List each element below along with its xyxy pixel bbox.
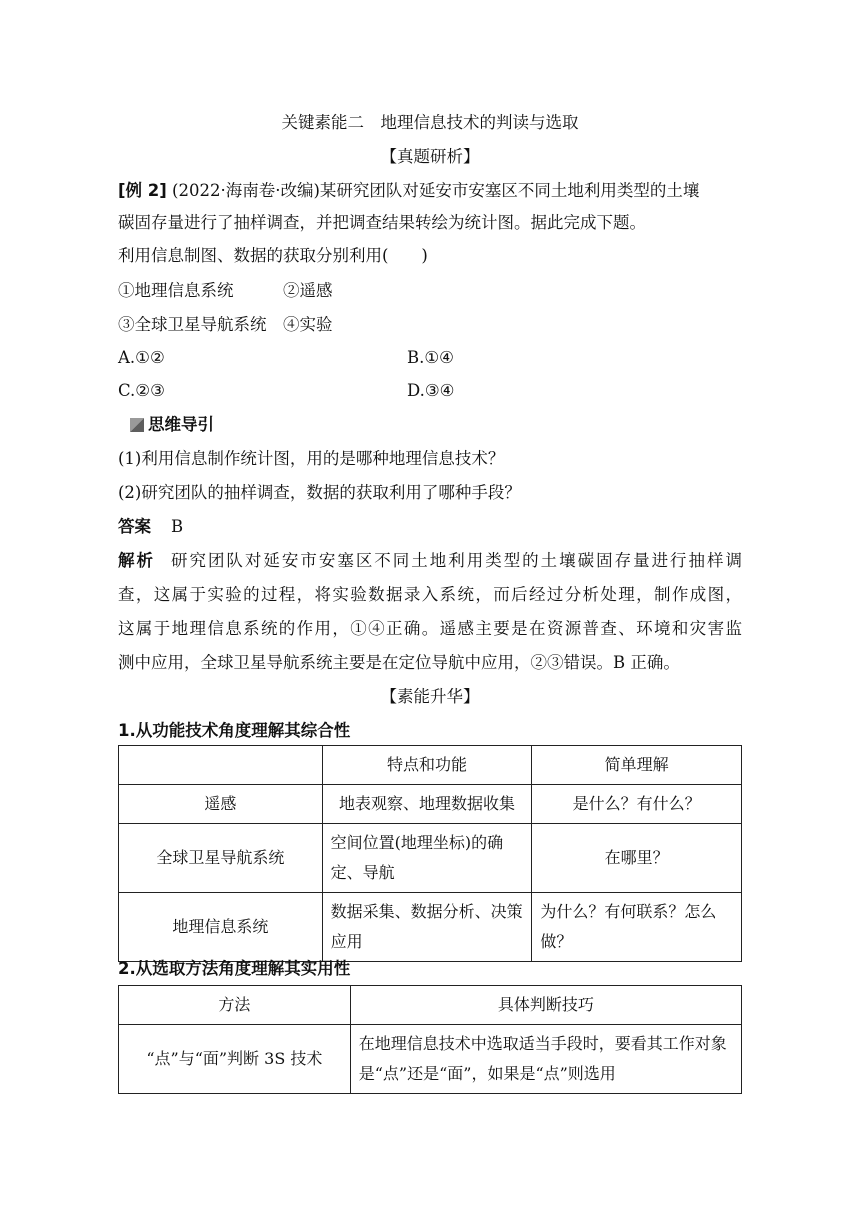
table-header-cell: [119, 746, 323, 785]
table-row: [119, 893, 742, 962]
example-question: 利用信息制图、数据的获取分别利用( ): [118, 246, 428, 265]
section-title: 关键素能二 地理信息技术的判读与选取: [281, 113, 579, 132]
table-cell: 空间位置(地理坐标)的确定、导航: [322, 824, 532, 893]
table-cell: 在地理信息技术中选取适当手段时，要看其工作对象是“点”还是“面”，如果是“点”则选用: [350, 1025, 741, 1094]
table-header-row: [119, 746, 742, 785]
table-header-row: [119, 986, 742, 1025]
analysis-line-1: [118, 550, 742, 572]
choice-c: C.②③: [118, 381, 165, 400]
choice-a: A.①②: [118, 348, 165, 367]
analysis-text-1: 研究团队对延安市安塞区不同土地利用类型的土壤碳固存量进行抽样调: [168, 551, 743, 570]
section-heading-true-question: 【真题研析】: [380, 147, 480, 166]
table-row: [119, 785, 742, 824]
answer-label: 答案: [118, 517, 151, 536]
table-cell: 遥感: [119, 785, 323, 824]
guide-question-2: (2)研究团队的抽样调查，数据的获取利用了哪种手段？: [118, 483, 521, 502]
table-row: [119, 1025, 742, 1094]
option-line-1: ①地理信息系统 ②遥感: [118, 281, 333, 300]
table-cell: 为什么？有何联系？怎么做？: [532, 893, 742, 962]
table-cell: 数据采集、数据分析、决策应用: [322, 893, 532, 962]
table-header-cell: 特点和功能: [322, 746, 532, 785]
guide-heading: [130, 414, 214, 436]
analysis-label: 解析: [118, 551, 155, 570]
example-tag: [例 2]: [118, 181, 167, 200]
table-cell: 地表观察、地理数据收集: [322, 785, 532, 824]
example-line-2: 碳固存量进行了抽样调查，并把调查结果转绘为统计图。据此完成下题。: [118, 213, 646, 232]
analysis-line-3: 这属于地理信息系统的作用，①④正确。遥感主要是在资源普查、环境和灾害监: [118, 619, 742, 638]
function-table: [118, 745, 742, 962]
answer-value: B: [171, 517, 184, 536]
table-header-cell: 具体判断技巧: [350, 986, 741, 1025]
answer-line: [118, 516, 183, 538]
example-line-1: [118, 180, 699, 202]
choice-d: D.③④: [407, 381, 455, 400]
table-row: [119, 824, 742, 893]
analysis-line-4: 测中应用，全球卫星导航系统主要是在定位导航中应用，②③错误。B 正确。: [118, 653, 680, 672]
choice-b: B.①④: [407, 348, 454, 367]
table-cell: 是什么？有什么？: [532, 785, 742, 824]
table-cell: 全球卫星导航系统: [119, 824, 323, 893]
guide-heading-text: 思维导引: [148, 415, 214, 434]
table-cell: 在哪里？: [532, 824, 742, 893]
guide-question-1: (1)利用信息制作统计图，用的是哪种地理信息技术？: [118, 449, 505, 468]
square-bullet-icon: [130, 418, 144, 432]
table-cell: “点”与“面”判断 3S 技术: [119, 1025, 351, 1094]
table-header-cell: 方法: [119, 986, 351, 1025]
subheading-2: 2.从选取方法角度理解其实用性: [118, 959, 351, 978]
method-table: [118, 985, 742, 1094]
subheading-1: 1.从功能技术角度理解其综合性: [118, 721, 351, 740]
table-header-cell: 简单理解: [532, 746, 742, 785]
option-line-2: ③全球卫星导航系统 ④实验: [118, 315, 333, 334]
section-heading-upgrade: 【素能升华】: [380, 687, 480, 706]
analysis-line-2: 查，这属于实验的过程，将实验数据录入系统，而后经过分析处理，制作成图，: [118, 585, 742, 604]
table-cell: 地理信息系统: [119, 893, 323, 962]
example-text-1: (2022·海南卷·改编)某研究团队对延安市安塞区不同土地利用类型的土壤: [166, 181, 700, 200]
